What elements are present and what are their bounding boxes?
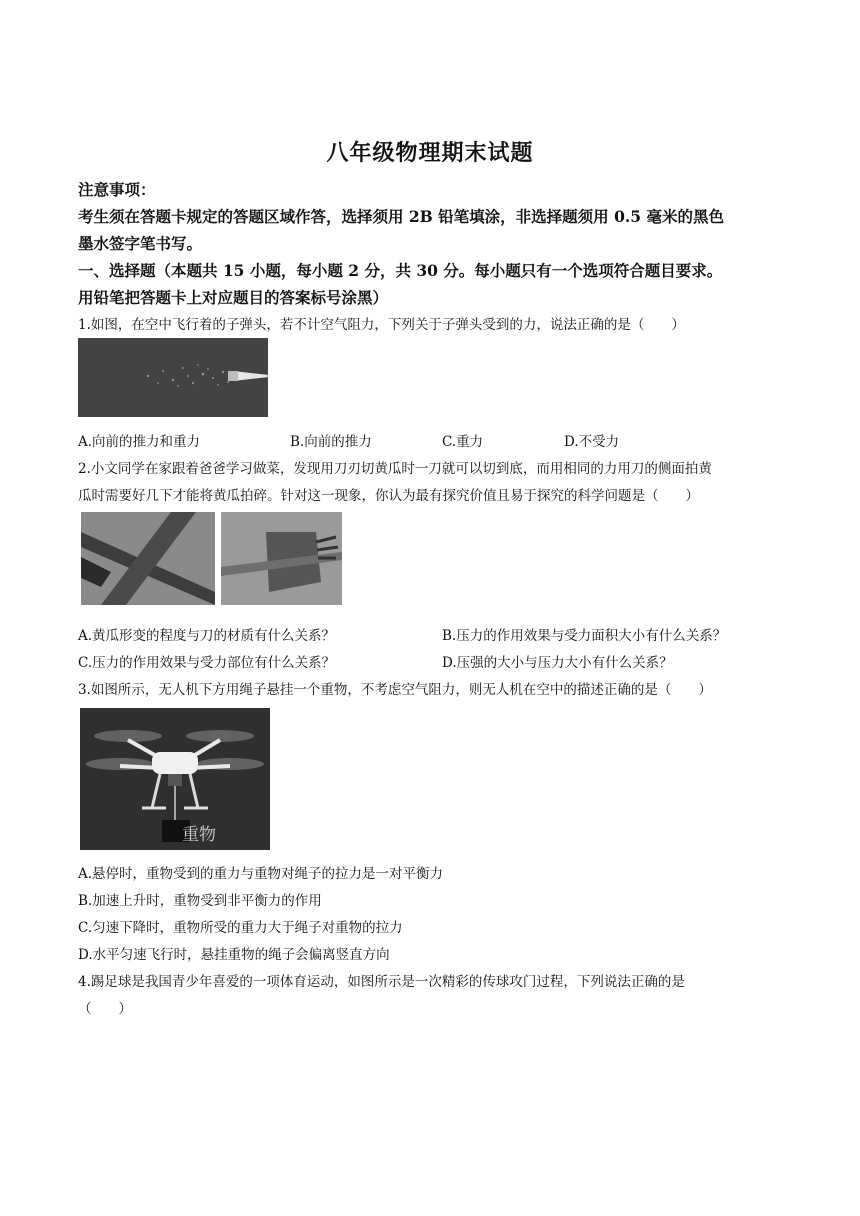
section-heading-line-1: 一、选择题（本题共 15 小题，每小题 2 分，共 30 分。每小题只有一个选项符合题目要求。 [78, 261, 723, 280]
q2-option-b: B.压力的作用效果与受力面积大小有什么关系？ [442, 628, 727, 644]
q3-option-a: A.悬停时，重物受到的重力与重物对绳子的拉力是一对平衡力 [78, 866, 444, 882]
q1-option-d: D.不受力 [564, 434, 620, 450]
q1-stem: 1.如图，在空中飞行着的子弹头，若不计空气阻力，下列关于子弹头受到的力，说法正确的是（ ） [78, 317, 685, 333]
drone-photo [80, 708, 270, 850]
page-title: 八年级物理期末试题 [326, 140, 534, 166]
q3-option-b: B.加速上升时，重物受到非平衡力的作用 [78, 893, 322, 909]
q1-option-a: A.向前的推力和重力 [78, 434, 201, 450]
bullet-photo [78, 338, 268, 417]
q4-stem-line-1: 4.踢足球是我国青少年喜爱的一项体育运动，如图所示是一次精彩的传球攻门过程，下列说法正确的是 [78, 974, 685, 990]
section-heading-line-2: 用铅笔把答题卡上对应题目的答案标号涂黑） [78, 288, 389, 307]
knife-flat-photo [221, 512, 342, 605]
notice-line-2: 墨水签字笔书写。 [78, 234, 203, 253]
q2-option-d: D.压强的大小与压力大小有什么关系？ [442, 655, 673, 671]
q3-stem: 3.如图所示，无人机下方用绳子悬挂一个重物，不考虑空气阻力，则无人机在空中的描述正确的是（ ） [78, 682, 712, 698]
q2-stem-line-2: 瓜时需要好几下才能将黄瓜拍碎。针对这一现象，你认为最有探究价值且易于探究的科学问题是（ ） [78, 488, 699, 504]
q1-option-c: C.重力 [442, 434, 484, 450]
q3-option-d: D.水平匀速飞行时，悬挂重物的绳子会偏离竖直方向 [78, 947, 390, 963]
notice-line-1: 考生须在答题卡规定的答题区域作答，选择须用 2B 铅笔填涂，非选择题须用 0.5 毫米的黑色 [78, 207, 724, 226]
q2-stem-line-1: 2.小文同学在家跟着爸爸学习做菜，发现用刀刃切黄瓜时一刀就可以切到底，而用相同的力用刀的侧面拍黄 [78, 461, 712, 477]
q2-option-c: C.压力的作用效果与受力部位有什么关系？ [78, 655, 336, 671]
notice-heading: 注意事项： [78, 180, 156, 199]
weight-label: 重物 [182, 825, 216, 845]
q1-option-b: B.向前的推力 [290, 434, 372, 450]
q4-stem-line-2: （ ） [78, 1001, 132, 1017]
knife-cut-photo [81, 512, 215, 605]
q2-option-a: A.黄瓜形变的程度与刀的材质有什么关系？ [78, 628, 336, 644]
q3-option-c: C.匀速下降时，重物所受的重力大于绳子对重物的拉力 [78, 920, 403, 936]
